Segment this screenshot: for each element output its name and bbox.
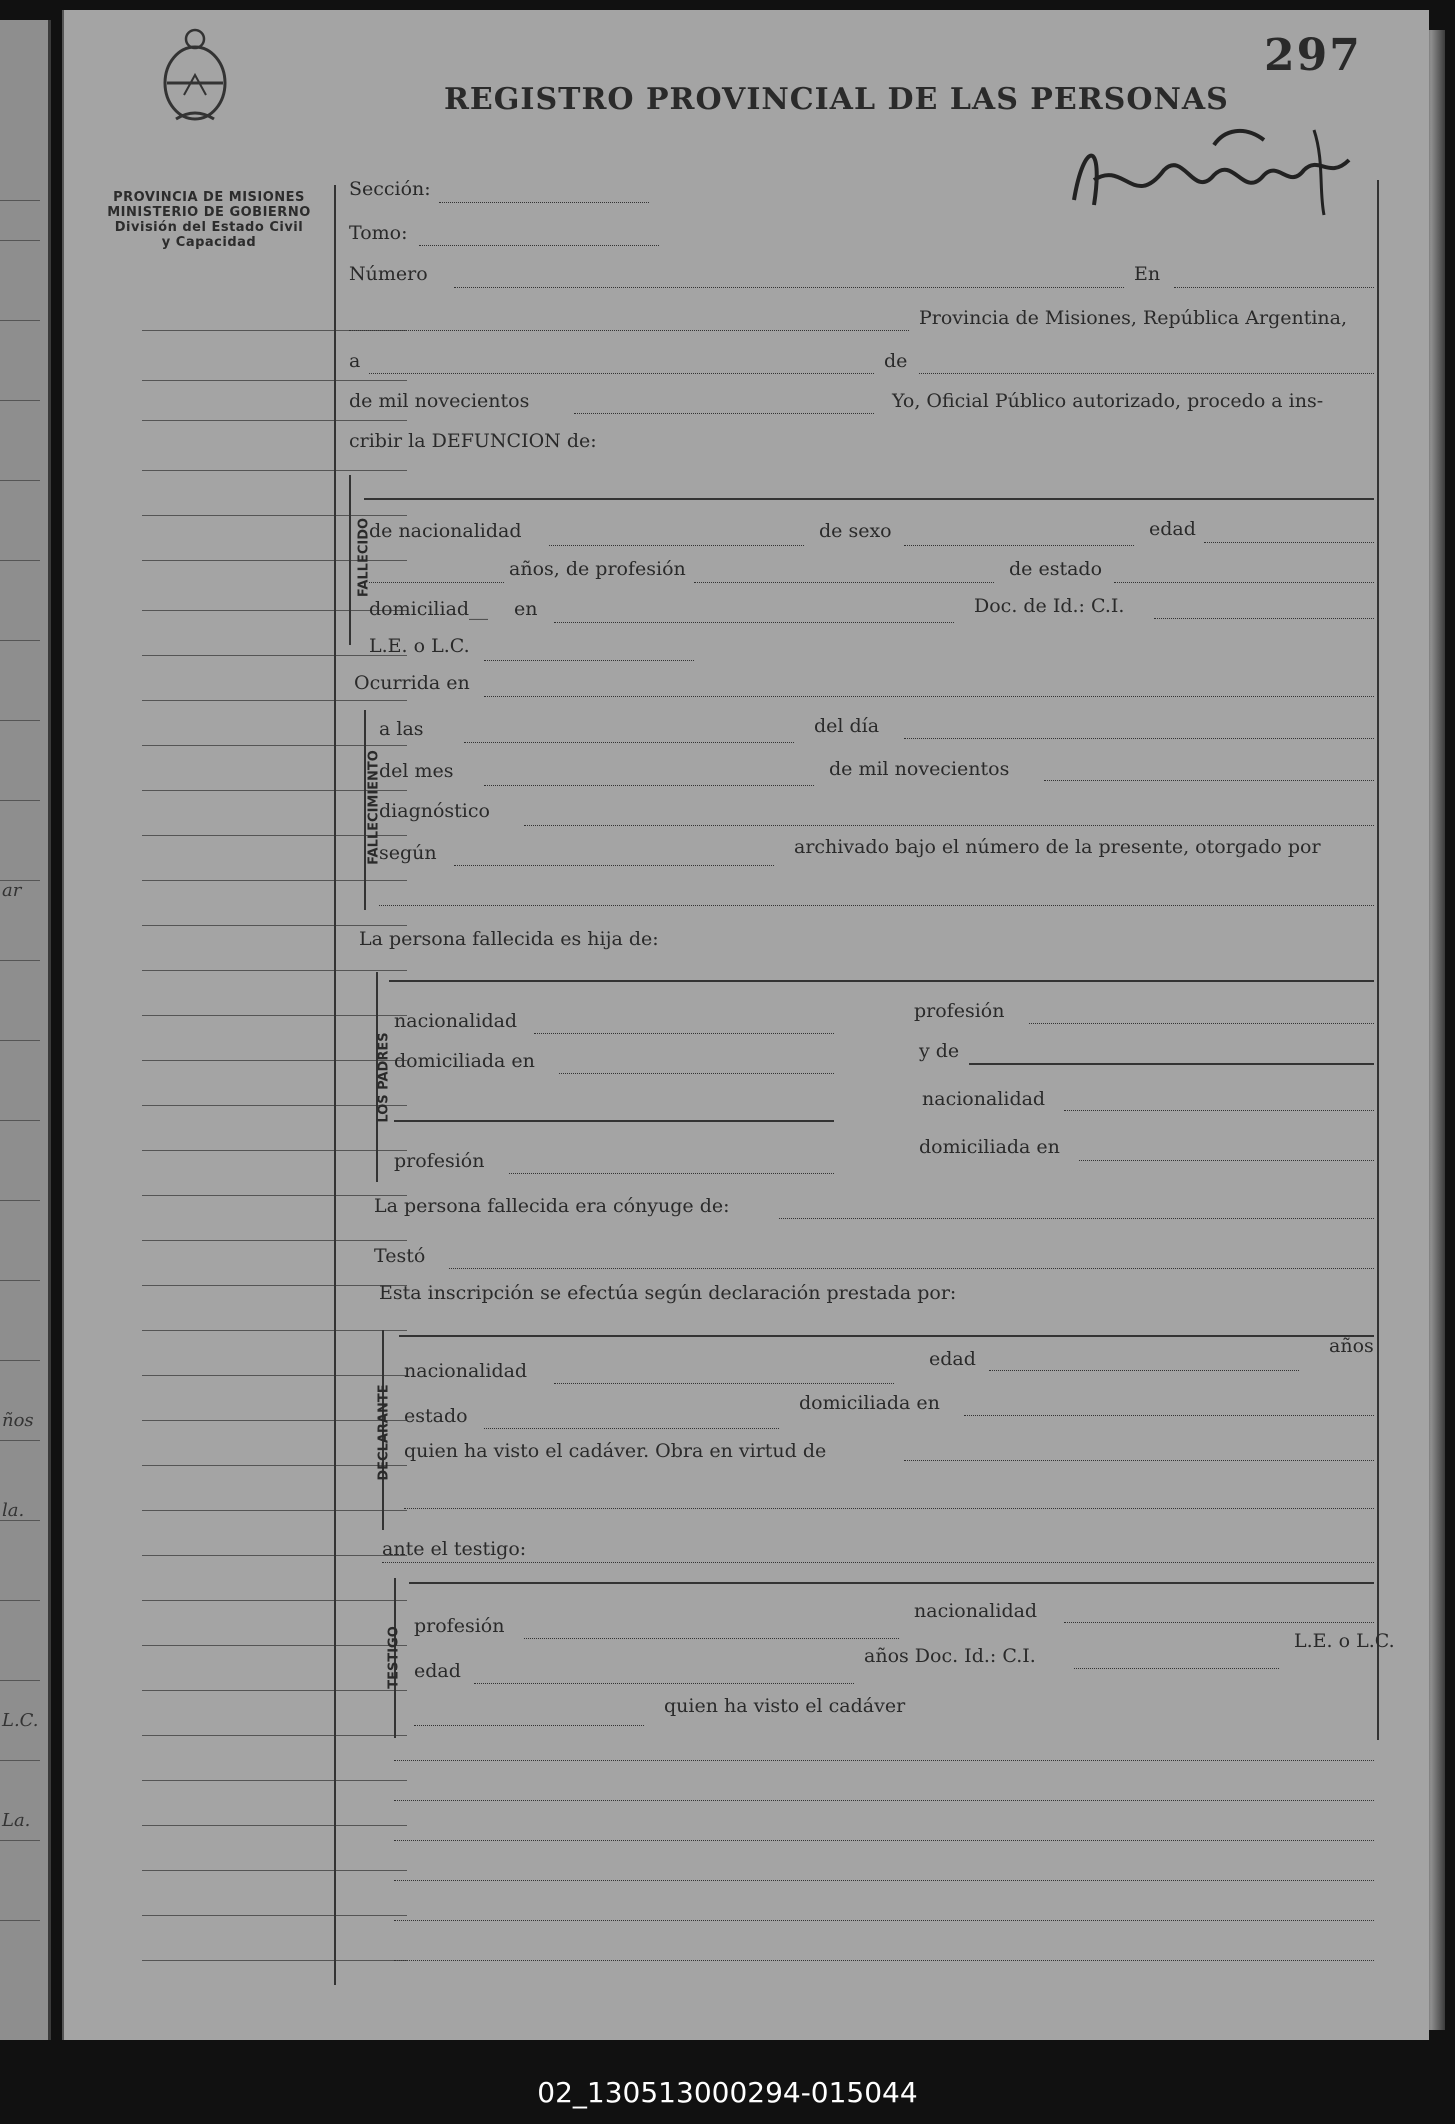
side-padres: LOS PADRES [376, 1032, 392, 1123]
field-testigo-name[interactable] [409, 1582, 1374, 1584]
label-tomo: Tomo: [349, 222, 408, 244]
field-declarante-estado[interactable] [484, 1428, 779, 1429]
field-profesion[interactable] [694, 582, 994, 583]
field-doc[interactable] [1154, 618, 1374, 619]
header-capacity: y Capacidad [161, 235, 257, 250]
label-provincia: Provincia de Misiones, República Argentina, [919, 307, 1348, 329]
label-anios-prof: años, de profesión [509, 558, 686, 580]
field-del-dia[interactable] [904, 738, 1374, 739]
label-declarante-edad: edad [929, 1348, 976, 1370]
label-declarante-domiciliada: domiciliada en [799, 1392, 940, 1414]
field-nacionalidad[interactable] [549, 545, 804, 546]
label-declarante-anios: años [1329, 1335, 1374, 1357]
label-en-domicilio: en [514, 598, 538, 620]
side-testigo: TESTIGO [386, 1626, 402, 1689]
prev-fragment-3: la. [2, 1500, 25, 1521]
field-parent-father[interactable] [389, 980, 1374, 982]
field-de[interactable] [919, 373, 1374, 374]
header-division: División del Estado Civil [114, 220, 304, 235]
label-domiciliado: domiciliad__ [369, 598, 489, 620]
label-testigo-quien: quien ha visto el cadáver [664, 1695, 906, 1717]
label-hija: La persona fallecida es hija de: [359, 928, 659, 950]
field-deceased-name[interactable] [364, 498, 1374, 500]
label-testigo-edad: edad [414, 1660, 461, 1682]
field-segun[interactable] [454, 865, 774, 866]
label-madre-domiciliada: domiciliada en [919, 1136, 1060, 1158]
label-del-mes: del mes [379, 760, 454, 782]
label-del-dia: del día [814, 715, 880, 737]
field-testigo-extra[interactable] [414, 1725, 644, 1726]
signature [1064, 120, 1364, 220]
field-madre-nacionalidad[interactable] [1064, 1110, 1374, 1111]
label-testigo-anios-doc: años Doc. Id.: C.I. [864, 1645, 1036, 1667]
field-declarante-extra[interactable] [404, 1508, 1374, 1509]
image-id-footer: 02_130513000294-015044 [537, 2076, 918, 2109]
label-archivado: archivado bajo el número de la presente, otorgado por [794, 836, 1321, 858]
field-testigo-nacionalidad[interactable] [1064, 1622, 1374, 1623]
label-sexo: de sexo [819, 520, 892, 542]
field-conyuge[interactable] [779, 1218, 1374, 1219]
page-number: 297 [1264, 30, 1362, 81]
label-testigo-le: L.E. o L.C. [1294, 1630, 1395, 1652]
label-inscribir: cribir la DEFUNCION de: [349, 430, 597, 452]
field-seccion[interactable] [439, 202, 649, 203]
field-en[interactable] [1174, 287, 1374, 288]
label-segun: según [379, 842, 437, 864]
label-testo: Testó [374, 1245, 426, 1267]
registry-page [62, 10, 1429, 2040]
field-a[interactable] [369, 373, 874, 374]
side-fallecimiento: FALLECIMIENTO [366, 750, 382, 865]
field-padre-profesion[interactable] [1029, 1023, 1374, 1024]
label-numero: Número [349, 263, 428, 285]
label-declarante-nacionalidad: nacionalidad [404, 1360, 528, 1382]
label-ante-testigo: ante el testigo: [382, 1538, 527, 1560]
label-conyuge: La persona fallecida era cónyuge de: [374, 1195, 730, 1217]
side-fallecido: FALLECIDO [356, 517, 372, 598]
field-mil[interactable] [1044, 780, 1374, 781]
previous-page-edge [0, 20, 51, 2040]
header-province: PROVINCIA DE MISIONES [113, 190, 305, 205]
label-a: a [349, 350, 361, 372]
field-tomo[interactable] [419, 245, 659, 246]
field-domicilio[interactable] [554, 622, 954, 623]
field-declarante-name[interactable] [399, 1335, 1374, 1337]
label-padre-nacionalidad: nacionalidad [394, 1010, 518, 1032]
label-inscripcion: Esta inscripción se efectúa según declaración prestada por: [379, 1282, 957, 1304]
label-a-las: a las [379, 718, 424, 740]
prev-fragment-2: ños [2, 1410, 34, 1431]
field-padre-domicilio[interactable] [559, 1073, 834, 1074]
page-title: REGISTRO PROVINCIAL DE LAS PERSONAS [444, 82, 1229, 117]
label-le: L.E. o L.C. [369, 635, 470, 657]
field-edad[interactable] [1204, 542, 1374, 543]
field-ante[interactable] [382, 1562, 1374, 1563]
field-anios[interactable] [369, 582, 504, 583]
field-declarante-domicilio[interactable] [964, 1415, 1374, 1416]
label-de: de [884, 350, 908, 372]
field-testigo-doc[interactable] [1074, 1668, 1279, 1669]
label-edad: edad [1149, 518, 1196, 540]
argentine-coat-of-arms-icon [156, 25, 234, 125]
label-testigo-nacionalidad: nacionalidad [914, 1600, 1038, 1622]
field-madre-profesion[interactable] [509, 1173, 834, 1174]
label-declarante-estado: estado [404, 1405, 468, 1427]
field-year[interactable] [574, 413, 874, 414]
label-declarante-quien: quien ha visto el cadáver. Obra en virtud de [404, 1440, 827, 1462]
field-declarante-edad[interactable] [989, 1370, 1299, 1371]
label-diagnostico: diagnóstico [379, 800, 490, 822]
field-estado[interactable] [1114, 582, 1374, 583]
label-nacionalidad: de nacionalidad [369, 520, 522, 542]
field-parents-extra[interactable] [394, 1120, 834, 1122]
field-madre-domicilio[interactable] [1079, 1160, 1374, 1161]
label-y-de: y de [919, 1040, 960, 1062]
field-obra-virtud[interactable] [904, 1460, 1374, 1461]
prev-fragment-4: L.C. [2, 1710, 39, 1731]
label-testigo-profesion: profesión [414, 1615, 505, 1637]
field-del-mes[interactable] [484, 785, 814, 786]
field-le[interactable] [484, 660, 694, 661]
field-testo[interactable] [449, 1268, 1374, 1269]
field-diagnostico[interactable] [524, 825, 1374, 826]
label-madre-profesion: profesión [394, 1150, 485, 1172]
label-madre-nacionalidad: nacionalidad [922, 1088, 1046, 1110]
side-declarante: DECLARANTE [376, 1384, 392, 1481]
field-testigo-edad[interactable] [474, 1683, 854, 1684]
prev-fragment-5: La. [2, 1810, 31, 1831]
label-doc: Doc. de Id.: C.I. [974, 595, 1125, 617]
label-ocurrida: Ocurrida en [354, 672, 470, 694]
label-seccion: Sección: [349, 178, 431, 200]
field-ocurrida[interactable] [484, 696, 1374, 697]
label-mil: de mil novecientos [829, 758, 1010, 780]
label-de-mil: de mil novecientos [349, 390, 530, 412]
field-declarante-nacionalidad[interactable] [554, 1383, 894, 1384]
field-place[interactable] [349, 330, 909, 331]
label-padre-profesion: profesión [914, 1000, 1005, 1022]
label-padre-domiciliada: domiciliada en [394, 1050, 535, 1072]
header-ministry: MINISTERIO DE GOBIERNO [107, 205, 311, 220]
field-parent-mother[interactable] [969, 1063, 1374, 1065]
field-padre-nacionalidad[interactable] [534, 1033, 834, 1034]
field-testigo-profesion[interactable] [524, 1638, 899, 1639]
label-en: En [1134, 263, 1161, 285]
field-a-las[interactable] [464, 742, 794, 743]
label-estado: de estado [1009, 558, 1103, 580]
field-sexo[interactable] [904, 545, 1134, 546]
prev-fragment-1: ar [2, 880, 22, 901]
label-yo: Yo, Oficial Público autorizado, procedo a ins- [892, 390, 1324, 412]
field-numero[interactable] [454, 287, 1124, 288]
field-otorgado[interactable] [379, 905, 1374, 906]
